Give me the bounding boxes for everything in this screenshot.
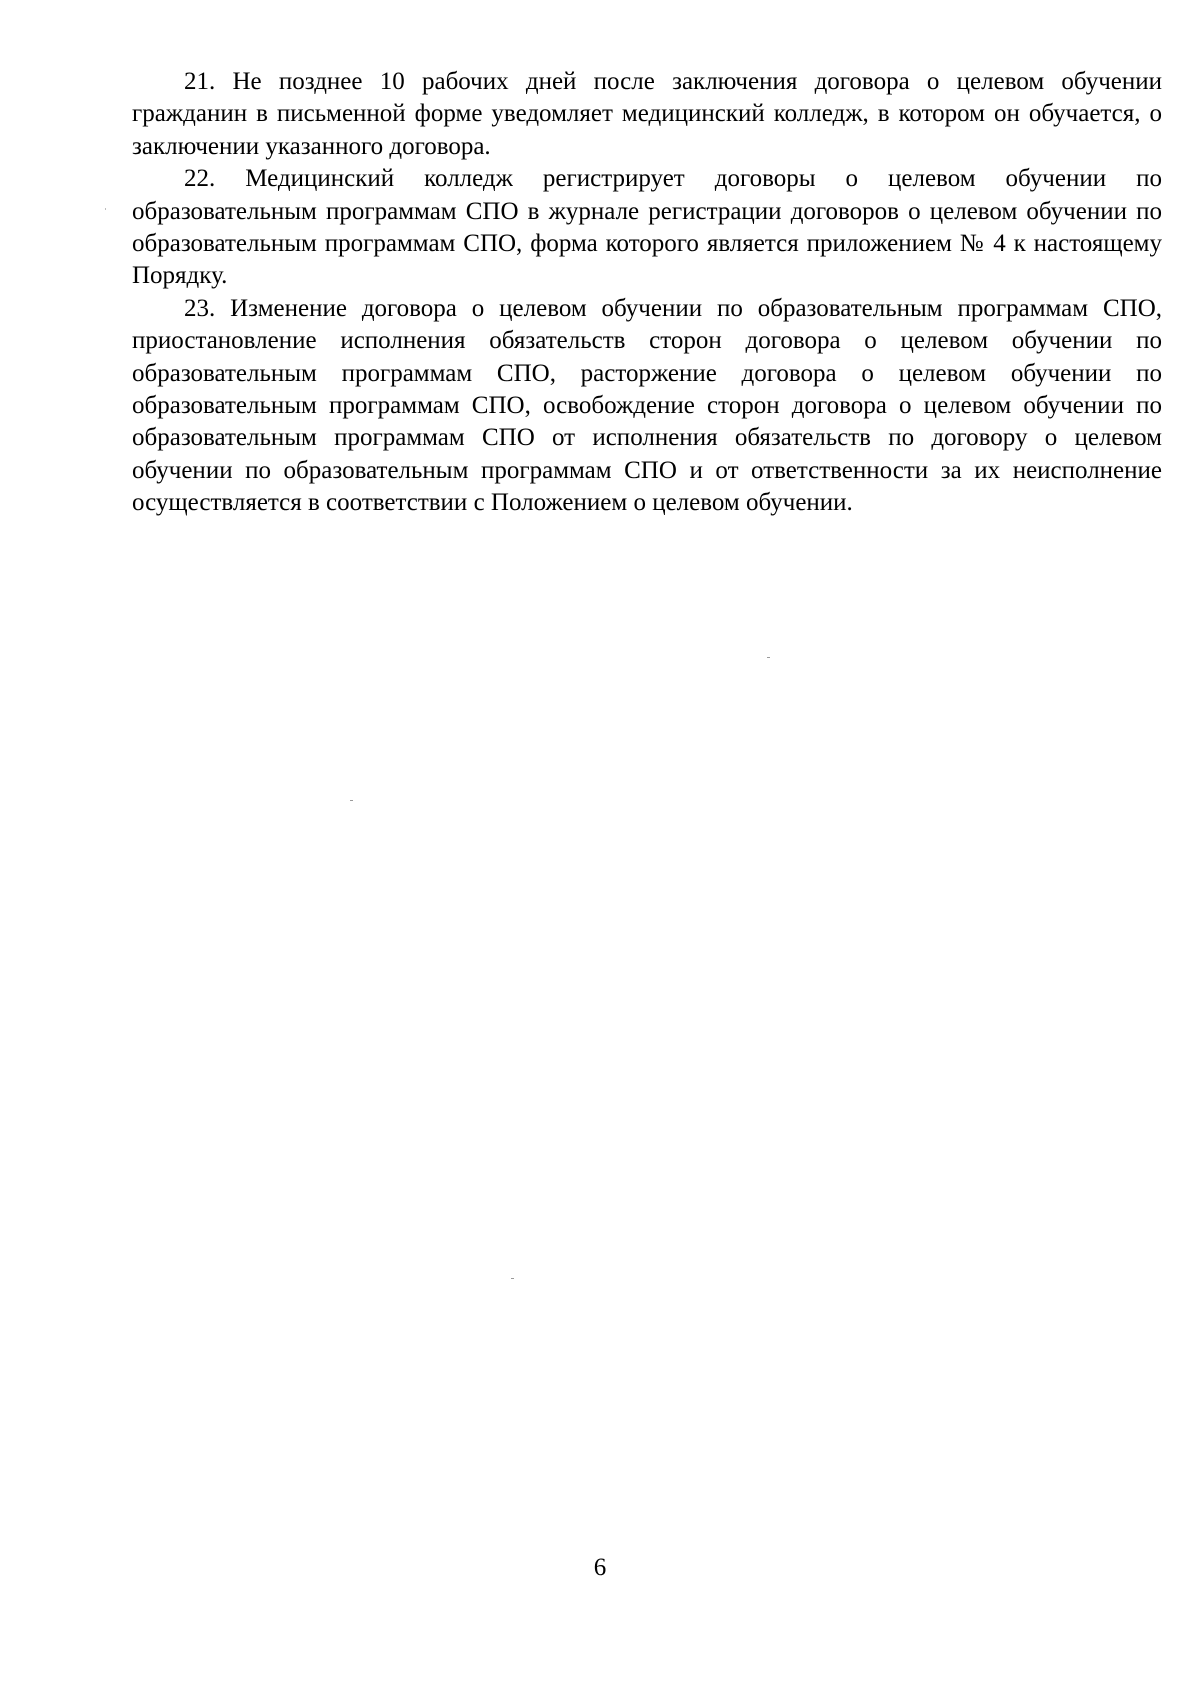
- document-body: [132, 66, 1162, 520]
- paragraph-22: 22. Медицинский колледж регистрирует договоры о целевом обучении по образовательным программам СПО в журнале регистрации договоров о целевом обучении по образовательным программам СПО, форма которого является приложением № 4 к настоящему Порядку.: [132, 165, 1162, 290]
- paragraph-21: 21. Не позднее 10 рабочих дней после заключения договора о целевом обучении гражданин в письменной форме уведомляет медицинский колледж, в котором он обучается, о заключении указанного договора.: [132, 68, 1162, 160]
- scan-speck: [105, 208, 106, 210]
- scan-speck: [767, 657, 770, 658]
- page-number: 6: [593, 1554, 607, 1581]
- paragraph-23: 23. Изменение договора о целевом обучении по образовательным программам СПО, приостановление исполнения обязательств сторон договора о целевом обучении по образовательным программам СПО, расторжение договора о целевом обучении по образовательным программам СПО, освобождение сторон договора о целевом обучении по образовательным программам СПО от исполнения обязательств по договору о целевом обучении по образовательным программам СПО и от ответственности за их неисполнение осуществляется в соответствии с Положением о целевом обучении.: [132, 294, 1162, 517]
- scan-speck: [511, 1278, 514, 1279]
- scan-speck: [350, 800, 353, 801]
